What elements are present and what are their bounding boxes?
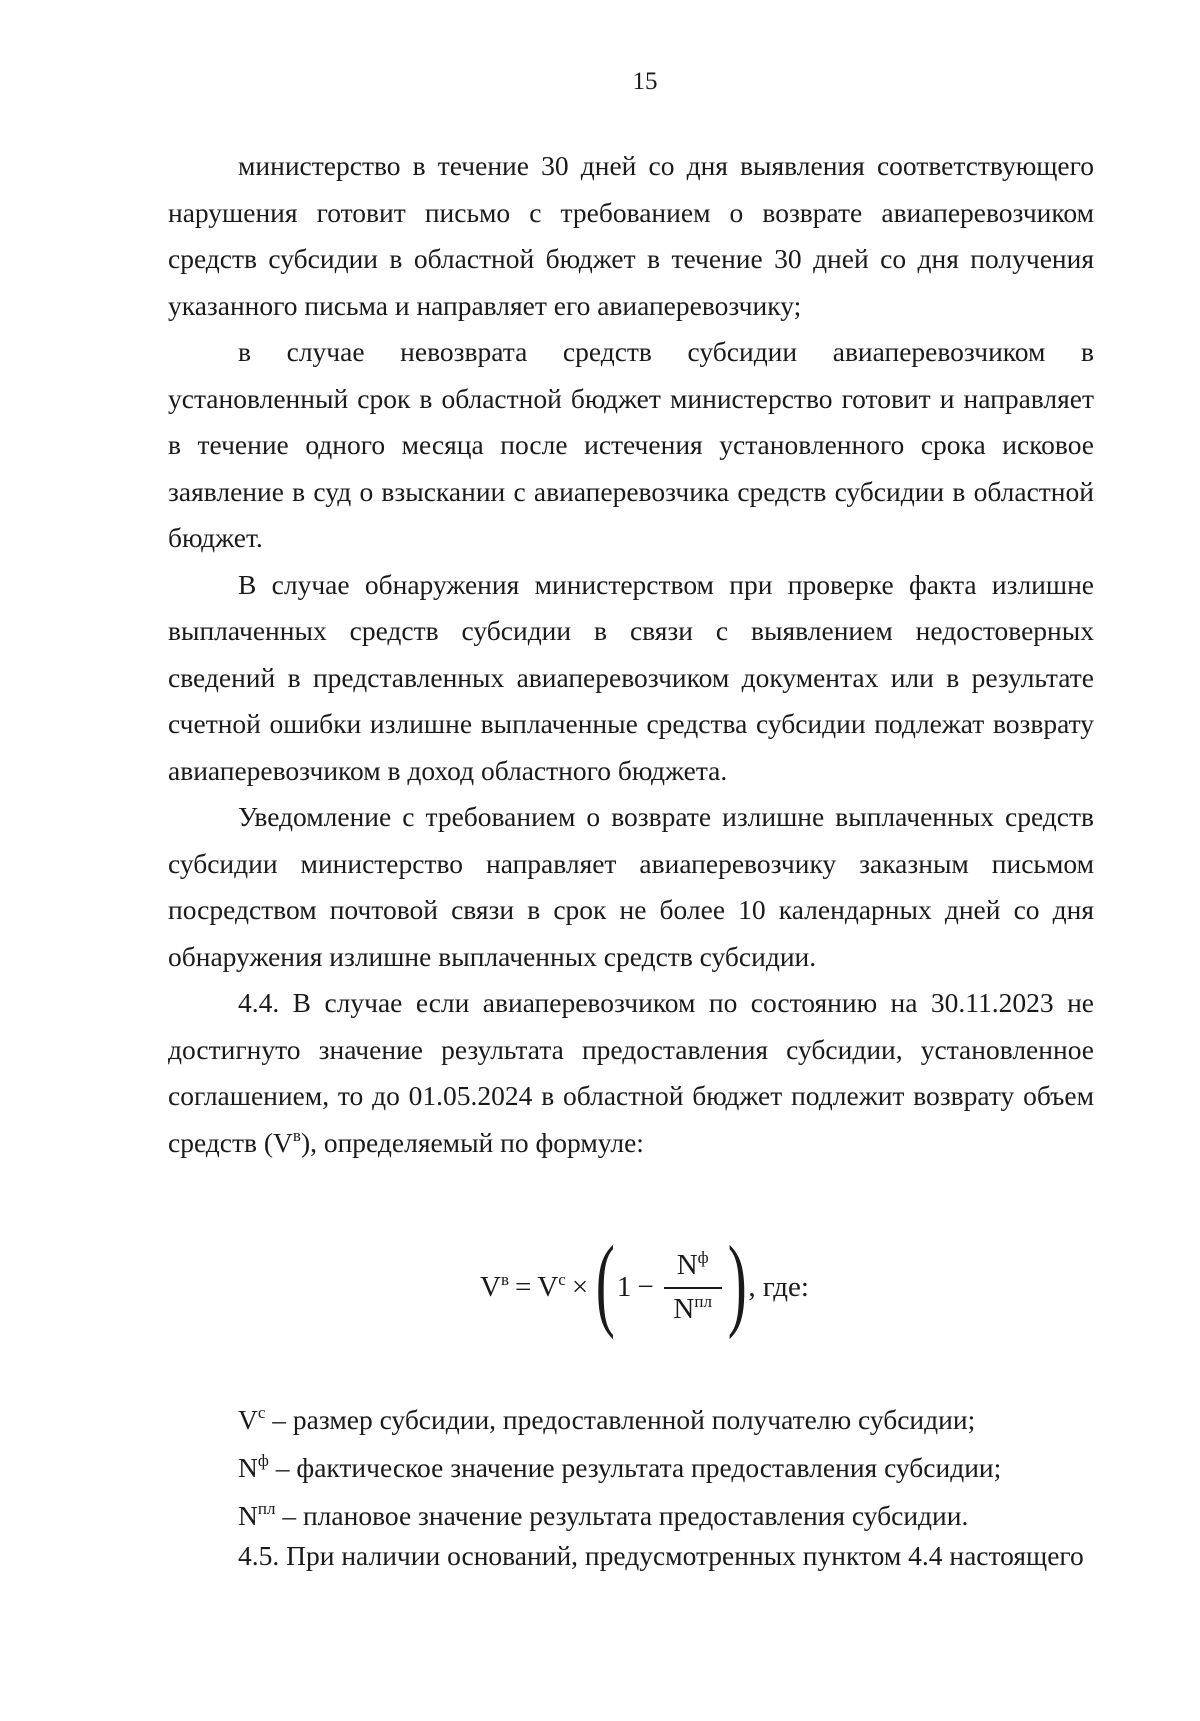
fraction (664, 1249, 722, 1326)
definition-line: $V^с$ – размер субсидии, предоставленной получателю субсидии; (238, 1403, 976, 1435)
paragraph-text: 4.4. В случае если авиаперевозчиком по состоянию на 30.11.2023 не достигнуто значение результата предоставления субсидии, установленное соглашением, то до 01.05.2024 в областной бюджет подлежит возврату объем средств (V (168, 987, 1094, 1158)
formula-rhs-base: $V^с$ (537, 1269, 566, 1303)
formula-lhs: $V^в$ (480, 1269, 509, 1303)
definition-line: $N^ф$ – фактическое значение результата предоставления субсидии; (238, 1451, 1002, 1483)
fraction-denominator: $N^{пл}$ (673, 1291, 712, 1325)
paragraph-4-5: 4.5. При наличии оснований, предусмотренных пунктом 4.4 настоящего (238, 1540, 1084, 1571)
minus-sign: − (637, 1270, 654, 1303)
paragraph: Уведомление с требованием о возврате излишне выплаченных средств субсидии министерство направляет авиаперевозчику заказным письмом посредством почтовой связи в срок не более 10 календарных дней со дня обнаружения излишне выплаченных средств субсидии. (168, 801, 1094, 972)
definition-line: $N^{пл}$ – плановое значение результата предоставления субсидии. (238, 1499, 969, 1531)
paragraph: в случае невозврата средств субсидии авиаперевозчиком в установленный срок в областной бюджет министерство готовит и направляет в течение одного месяца после истечения установленного срока исковое заявление в суд о взыскании с авиаперевозчика средств субсидии в областной бюджет. (168, 336, 1094, 553)
right-paren: ) (727, 1225, 747, 1340)
superscript: в (292, 1125, 301, 1145)
formula-suffix: , где: (748, 1270, 809, 1303)
formula (480, 1225, 809, 1342)
page-number: 15 (632, 68, 658, 95)
paragraph: министерство в течение 30 дней со дня выявления соответствующего нарушения готовит письмо с требованием о возврате авиаперевозчиком средств субсидии в областной бюджет в течение 30 дней со дня получения указанного письма и направляет его авиаперевозчику; (168, 150, 1094, 321)
paragraph-tail: ), определяемый по формуле: (300, 1126, 644, 1158)
left-paren: ( (595, 1225, 616, 1340)
paragraph: В случае обнаружения министерством при проверке факта излишне выплаченных средств субсидии в связи с выявлением недостоверных сведений в представленных авиаперевозчиком документах или в результате счетной ошибки излишне выплаченные средства субсидии подлежат возврату авиаперевозчиком в доход областного бюджета. (168, 568, 1094, 786)
paragraph-4-4 (168, 980, 1094, 1166)
times-sign: × (571, 1270, 589, 1303)
definitions (238, 1396, 1098, 1540)
fraction-numerator: $N^ф$ (676, 1247, 709, 1281)
equals-sign: = (514, 1270, 532, 1303)
formula-one: 1 (616, 1270, 632, 1303)
body-text (168, 143, 1094, 1166)
